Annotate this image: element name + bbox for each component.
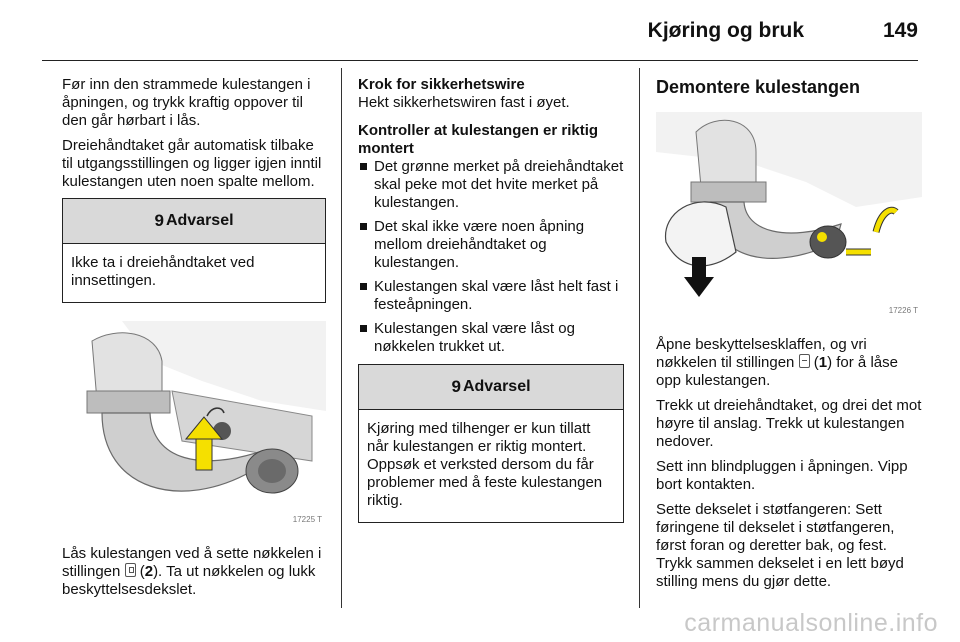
- column-middle: [358, 76, 624, 523]
- subheading: Kontroller at kulestangen er riktig montert: [358, 122, 599, 157]
- column-right: [656, 76, 922, 598]
- page-number: 149: [882, 19, 918, 42]
- warning-header: [359, 365, 623, 410]
- key-unlocked-icon: [799, 354, 810, 368]
- paragraph: Trekk ut dreiehåndtaket, og drei det mot høyre til anslag. Trekk ut kulestangen nedover.: [656, 397, 922, 450]
- paragraph: Sett inn blindpluggen i åpningen. Vipp bort kontakten.: [656, 458, 908, 493]
- paragraph: Hekt sikkerhetswiren fast i øyet.: [358, 94, 570, 111]
- paragraph: Dreiehåndtaket går automatisk tilbake til utgangsstillingen og ligger igjen inntil kulestangen uten noen spalte mellom.: [62, 137, 322, 190]
- paragraph: Før inn den strammede kulestangen i åpningen, og trykk kraftig oppover til den går hørbart i lås.: [62, 76, 311, 129]
- warning-icon: 9: [451, 377, 461, 396]
- key-locked-icon: [125, 563, 136, 577]
- warning-title: Advarsel: [462, 378, 531, 395]
- warning-icon: 9: [154, 211, 164, 230]
- list-item: Det skal ikke være noen åpning mellom dreiehåndtaket og kulestangen.: [358, 218, 624, 272]
- column-divider: [341, 68, 342, 608]
- figure-remove-ball-bar: [656, 112, 922, 322]
- watermark: carmanualsonline.info: [684, 609, 938, 637]
- column-divider: [639, 68, 640, 608]
- checklist: [358, 158, 624, 356]
- towbar-removal-illustration: [656, 112, 922, 322]
- warning-box: [62, 198, 326, 303]
- section-heading: Demontere kulestangen: [656, 77, 861, 97]
- warning-text: Kjøring med tilhenger er kun tillatt når kulestangen er riktig montert. Oppsøk et verksted dersom du får problemer med å feste kulestangen riktig.: [367, 420, 603, 509]
- list-item: Kulestangen skal være låst og nøkkelen trukket ut.: [358, 320, 624, 356]
- page-header: [42, 0, 918, 61]
- list-item: Det grønne merket på dreiehåndtaket skal peke mot det hvite merket på kulestangen.: [358, 158, 624, 212]
- warning-box: [358, 364, 624, 523]
- warning-header: [63, 199, 325, 244]
- page-section-title: Kjøring og bruk: [647, 19, 804, 42]
- figure-lock-ball-bar: [62, 321, 326, 531]
- warning-text: Ikke ta i dreiehåndtaket ved innsettingen.: [71, 254, 255, 289]
- figure-code: 17225 T: [292, 515, 322, 524]
- list-item: Kulestangen skal være låst helt fast i festeåpningen.: [358, 278, 624, 314]
- subheading: Krok for sikkerhetswire: [358, 76, 525, 93]
- paragraph: Sette dekselet i støtfangeren: Sett føringene til dekselet i støtfangeren, først foran og deretter bak, og fest. Trykk sammen dekselet i en lett bøyd stilling mens du gjør dette.: [656, 501, 904, 590]
- warning-title: Advarsel: [165, 212, 234, 229]
- paragraph-lock-instruction: Lås kulestangen ved å sette nøkkelen i stillingen (2). Ta ut nøkkelen og lukk beskyttelsesdekslet.: [62, 545, 322, 598]
- paragraph-unlock-instruction: Åpne beskyttelsesklaffen, og vri nøkkelen til stillingen (1) for å låse opp kulestangen.: [656, 336, 898, 389]
- towbar-lock-illustration: [62, 321, 326, 531]
- figure-code: 17226 T: [888, 306, 918, 315]
- column-left: [62, 76, 326, 606]
